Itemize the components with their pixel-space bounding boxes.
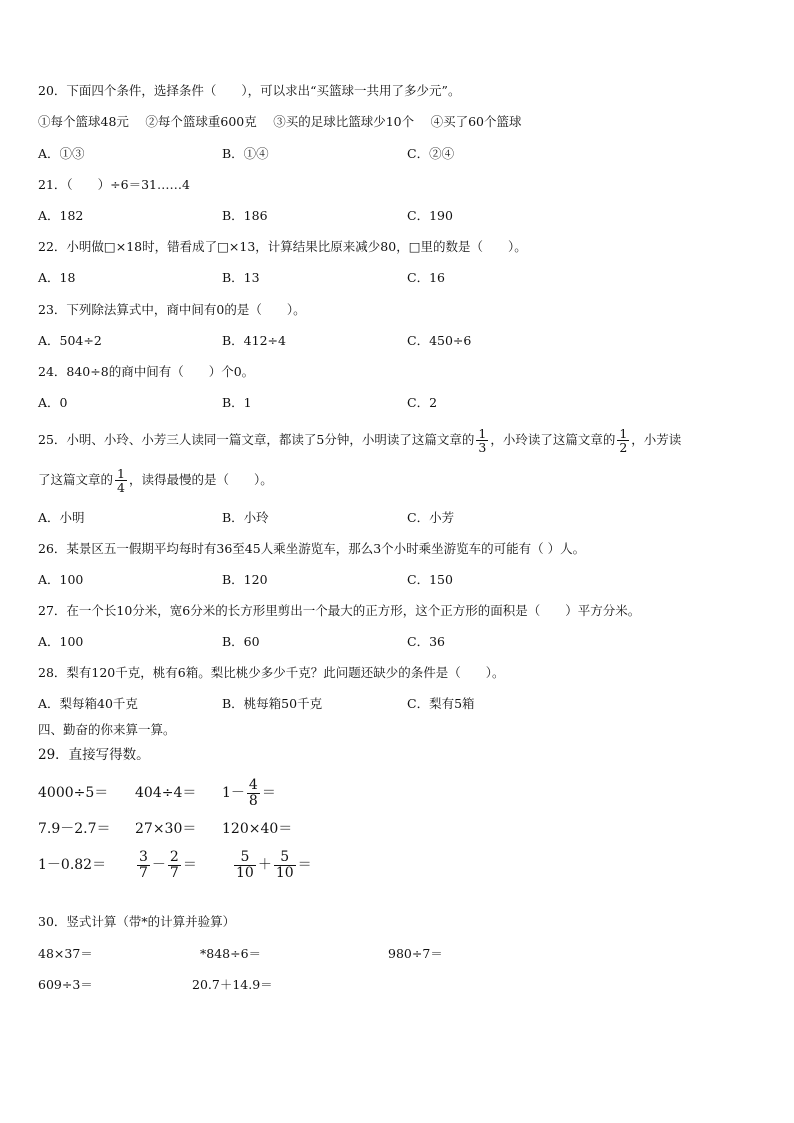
q20-conditions: ①每个篮球48元 ②每个篮球重600克 ③买的足球比篮球少10个 ④买了60个篮球 <box>38 114 522 129</box>
q30-e5: 20.7＋14.9＝ <box>192 977 273 992</box>
fraction-denominator: 7 <box>139 864 148 881</box>
q21-stem: 21．（ ）÷6＝31……4 <box>38 177 190 192</box>
q27-option-c: C．36 <box>407 634 445 649</box>
plus-sign: ＋ <box>257 857 272 873</box>
q21-option-b: B．186 <box>222 208 268 223</box>
q23-option-b: B．412÷4 <box>222 333 286 348</box>
fraction-denominator: 8 <box>248 792 258 809</box>
q22-stem: 22．小明做□×18时，错看成了□×13，计算结果比原来减少80，□里的数是（ ）。 <box>38 239 527 254</box>
fraction-one-half <box>617 427 629 454</box>
fraction-five-tenths <box>234 850 256 880</box>
q25-text-3: ，小芳读 <box>631 432 682 447</box>
fraction-one-third <box>476 427 488 454</box>
q20-option-a: A．①③ <box>38 146 85 161</box>
fraction-denominator: 2 <box>619 440 628 455</box>
fraction-numerator: 2 <box>169 848 179 865</box>
q21-option-c: C．190 <box>407 208 453 223</box>
q29-r2c1: 7.9－2.7＝ <box>38 821 111 837</box>
q26-stem: 26．某景区五一假期平均每时有36至45人乘坐游览车，那么3个小时乘坐游览车的可能有（ ）人。 <box>38 541 586 556</box>
q30-e4: 609÷3＝ <box>38 977 93 992</box>
section-title: 四、勤奋的你来算一算。 <box>38 722 176 737</box>
fraction-numerator: 1 <box>619 425 628 441</box>
q27-option-b: B．60 <box>222 634 260 649</box>
q23-option-a: A．504÷2 <box>38 333 102 348</box>
q30-title: 30．竖式计算（带*的计算并验算） <box>38 914 236 929</box>
fraction-denominator: 7 <box>169 864 179 881</box>
q30-e1: 48×37＝ <box>38 946 93 961</box>
q25-text-4: 了这篇文章的 <box>38 472 114 487</box>
q25-line-2 <box>38 462 273 498</box>
q29-r1c1: 4000÷5＝ <box>38 785 109 801</box>
fraction-numerator: 5 <box>274 850 296 866</box>
fraction-denominator: 4 <box>117 480 125 495</box>
q29-r3c1: 1－0.82＝ <box>38 857 107 873</box>
q24-option-b: B．1 <box>222 395 252 410</box>
q29-r1c3 <box>222 775 276 811</box>
q26-option-c: C．150 <box>407 572 453 587</box>
q28-option-a: A．梨每箱40千克 <box>38 696 138 711</box>
q22-option-a: A．18 <box>38 270 76 285</box>
q25-option-c: C．小芳 <box>407 510 455 525</box>
q27-option-a: A．100 <box>38 634 84 649</box>
q29-title: 29．直接写得数。 <box>38 747 150 763</box>
minus-sign: － <box>151 857 166 873</box>
q25-option-a: A．小明 <box>38 510 85 525</box>
fraction-four-eighths <box>247 778 260 808</box>
q29-r1c3-eq: ＝ <box>261 785 276 801</box>
q24-option-c: C．2 <box>407 395 438 410</box>
q26-option-b: B．120 <box>222 572 268 587</box>
fraction-three-sevenths <box>137 850 150 880</box>
fraction-numerator: 5 <box>234 850 256 866</box>
q27-stem: 27．在一个长10分米，宽6分米的长方形里剪出一个最大的正方形，这个正方形的面积是（ ）平方分米。 <box>38 603 641 618</box>
q28-stem: 28．梨有120千克，桃有6箱。梨比桃少多少千克？此问题还缺少的条件是（ ）。 <box>38 665 505 680</box>
q30-e3: 980÷7＝ <box>388 946 443 961</box>
equals-sign: ＝ <box>182 857 197 873</box>
q28-option-c: C．梨有5箱 <box>407 696 475 711</box>
equals-sign: ＝ <box>297 857 312 873</box>
fraction-five-tenths <box>274 850 296 880</box>
q26-option-a: A．100 <box>38 572 84 587</box>
q25-text-5: ，读得最慢的是（ ）。 <box>128 472 273 487</box>
fraction-numerator: 4 <box>248 776 258 793</box>
q25-line-1 <box>38 422 681 458</box>
fraction-denominator: 10 <box>275 864 294 881</box>
q29-r2c3: 120×40＝ <box>222 821 293 837</box>
fraction-numerator: 1 <box>478 425 487 441</box>
q25-option-b: B．小玲 <box>222 510 269 525</box>
q29-r3c2 <box>135 847 197 883</box>
q22-option-c: C．16 <box>407 270 445 285</box>
q20-stem: 20．下面四个条件，选择条件（ ），可以求出“买篮球一共用了多少元”。 <box>38 83 461 98</box>
fraction-numerator: 1 <box>117 465 125 481</box>
q30-e2: *848÷6＝ <box>200 946 262 961</box>
fraction-denominator: 3 <box>478 440 487 455</box>
fraction-one-quarter <box>115 467 127 494</box>
q20-option-c: C．②④ <box>407 146 455 161</box>
q24-option-a: A．0 <box>38 395 68 410</box>
q29-r2c2: 27×30＝ <box>135 821 197 837</box>
q25-text-2: ，小玲读了这篇文章的 <box>490 432 616 447</box>
q20-option-b: B．①④ <box>222 146 269 161</box>
q21-option-a: A．182 <box>38 208 84 223</box>
q23-stem: 23．下列除法算式中，商中间有0的是（ ）。 <box>38 302 306 317</box>
q29-r3c3 <box>232 847 312 883</box>
fraction-two-sevenths <box>168 850 181 880</box>
q28-option-b: B．桃每箱50千克 <box>222 696 323 711</box>
q23-option-c: C．450÷6 <box>407 333 472 348</box>
q25-text-1: 25．小明、小玲、小芳三人读同一篇文章，都读了5分钟，小明读了这篇文章的 <box>38 432 475 447</box>
q29-r1c2: 404÷4＝ <box>135 785 197 801</box>
fraction-numerator: 3 <box>139 848 148 865</box>
q29-r1c3-pre: 1－ <box>222 785 245 801</box>
q24-stem: 24．840÷8的商中间有（ ）个0。 <box>38 364 255 379</box>
fraction-denominator: 10 <box>236 864 254 881</box>
q22-option-b: B．13 <box>222 270 260 285</box>
